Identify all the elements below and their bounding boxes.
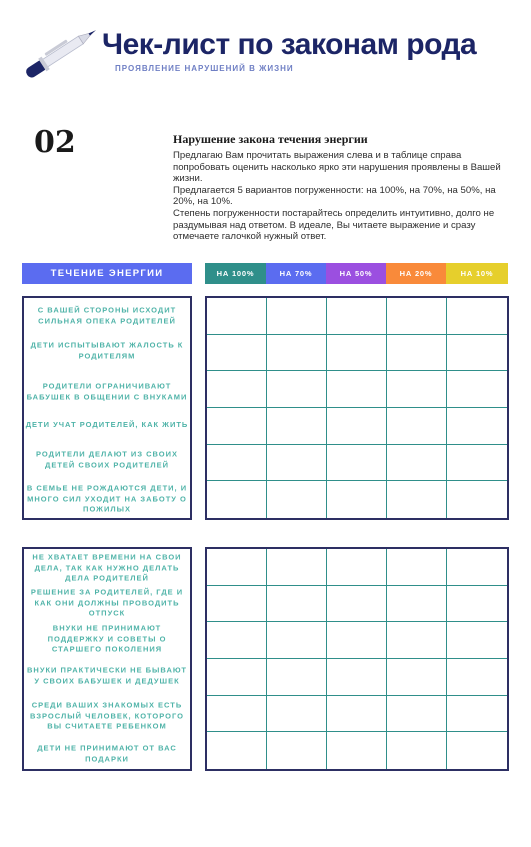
rating-cell[interactable] [267,408,327,445]
rating-cell[interactable] [267,732,327,769]
statement-item: ВНУКИ ПРАКТИЧЕСКИ НЕ БЫВАЮТ У СВОИХ БАБУШЕК И ДЕДУШЕК [26,665,187,685]
rating-cell[interactable] [267,659,327,696]
statement-item: ДЕТИ ИСПЫТЫВАЮТ ЖАЛОСТЬ К РОДИТЕЛЯМ [30,340,184,360]
rating-cell[interactable] [207,696,267,733]
rating-cell[interactable] [447,371,507,408]
rating-cell[interactable] [387,732,447,769]
rating-cell[interactable] [207,549,267,586]
rating-cell[interactable] [387,408,447,445]
pen-icon [18,20,108,82]
rating-cell[interactable] [447,732,507,769]
page-title: Чек-лист по законам рода [102,28,477,61]
rating-cell[interactable] [267,586,327,623]
rating-cell[interactable] [267,335,327,372]
rating-cell[interactable] [387,445,447,482]
rating-cell[interactable] [207,586,267,623]
column-header-70: НА 70% [266,263,326,284]
rating-cell[interactable] [207,622,267,659]
rating-cell[interactable] [327,696,387,733]
statement-item: ВНУКИ НЕ ПРИНИМАЮТ ПОДДЕРЖКУ И СОВЕТЫ О СТАРШЕГО ПОКОЛЕНИЯ [47,623,167,654]
rating-cell[interactable] [387,622,447,659]
rating-cell[interactable] [327,659,387,696]
statement-item: СРЕДИ ВАШИХ ЗНАКОМЫХ ЕСТЬ ВЗРОСЛЫЙ ЧЕЛОВЕК, КОТОРОГО ВЫ СЧИТАЕТЕ РЕБЕНКОМ [30,700,184,731]
section-number: 02 [34,125,76,160]
rating-cell[interactable] [207,659,267,696]
column-header-100: НА 100% [205,263,266,284]
category-header: ТЕЧЕНИЕ ЭНЕРГИИ [22,263,192,284]
rating-cell[interactable] [447,408,507,445]
rating-cell[interactable] [387,659,447,696]
section-description [173,150,513,243]
rating-grid-1 [205,296,509,520]
column-header-20: НА 20% [386,263,446,284]
rating-cell[interactable] [447,622,507,659]
rating-cell[interactable] [207,481,267,518]
rating-cell[interactable] [327,586,387,623]
rating-cell[interactable] [207,371,267,408]
rating-cell[interactable] [387,481,447,518]
statement-item: РОДИТЕЛИ ОГРАНИЧИВАЮТ БАБУШЕК В ОБЩЕНИИ С ВНУКАМИ [26,381,188,401]
rating-cell[interactable] [447,659,507,696]
statement-item: С ВАШЕЙ СТОРОНЫ ИСХОДИТ СИЛЬНАЯ ОПЕКА РОДИТЕЛЕЙ [37,305,177,325]
rating-cell[interactable] [387,696,447,733]
statement-item: В СЕМЬЕ НЕ РОЖДАЮТСЯ ДЕТИ, И МНОГО СИЛ УХОДИТ НА ЗАБОТУ О ПОЖИЛЫХ [26,483,188,514]
rating-cell[interactable] [207,298,267,335]
statement-item: ДЕТИ НЕ ПРИНИМАЮТ ОТ ВАС ПОДАРКИ [37,743,177,763]
rating-cell[interactable] [387,549,447,586]
statement-item: РОДИТЕЛИ ДЕЛАЮТ ИЗ СВОИХ ДЕТЕЙ СВОИХ РОДИТЕЛЕЙ [36,449,178,469]
rating-cell[interactable] [327,298,387,335]
rating-cell[interactable] [387,298,447,335]
rating-cell[interactable] [267,298,327,335]
rating-cell[interactable] [387,371,447,408]
rating-cell[interactable] [327,371,387,408]
rating-cell[interactable] [387,586,447,623]
rating-cell[interactable] [267,622,327,659]
rating-cell[interactable] [267,371,327,408]
rating-cell[interactable] [207,408,267,445]
rating-cell[interactable] [207,335,267,372]
rating-cell[interactable] [327,481,387,518]
statement-item: РЕШЕНИЕ ЗА РОДИТЕЛЕЙ, ГДЕ И КАК ОНИ ДОЛЖНЫ ПРОВОДИТЬ ОТПУСК [30,587,184,618]
rating-cell[interactable] [327,732,387,769]
rating-cell[interactable] [327,408,387,445]
rating-cell[interactable] [447,549,507,586]
rating-cell[interactable] [447,335,507,372]
statement-item: ДЕТИ УЧАТ РОДИТЕЛЕЙ, КАК ЖИТЬ [25,419,189,429]
column-header-50: НА 50% [326,263,386,284]
rating-cell[interactable] [267,549,327,586]
rating-cell[interactable] [207,445,267,482]
description-paragraph: Степень погруженности постарайтесь определить интуитивно, долго не раздумывая над ответом. В идеале, Вы читаете выражение и сразу отмечаете галочкой нужный ответ. [173,207,495,243]
statement-item: НЕ ХВАТАЕТ ВРЕМЕНИ НА СВОИ ДЕЛА, ТАК КАК НУЖНО ДЕЛАТЬ ДЕЛА РОДИТЕЛЕЙ [32,552,182,583]
rating-cell[interactable] [267,445,327,482]
section-heading: Нарушение закона течения энергии [173,132,368,146]
description-paragraph: Предлагаю Вам прочитать выражения слева и в таблице справа попробовать оценить насколько ярко эти нарушения проявлены в Вашей жизни. [173,150,501,185]
rating-cell[interactable] [387,335,447,372]
rating-cell[interactable] [447,481,507,518]
rating-cell[interactable] [327,549,387,586]
rating-cell[interactable] [207,732,267,769]
rating-cell[interactable] [327,335,387,372]
page-subtitle: ПРОЯВЛЕНИЕ НАРУШЕНИЙ В ЖИЗНИ [115,64,294,73]
column-header-10: НА 10% [446,263,508,284]
statements-group-1 [22,296,192,520]
rating-cell[interactable] [327,622,387,659]
rating-cell[interactable] [267,696,327,733]
rating-cell[interactable] [447,298,507,335]
rating-cell[interactable] [447,586,507,623]
description-paragraph: Предлагается 5 вариантов погруженности: на 100%, на 70%, на 50%, на 20%, на 10%. [173,184,496,208]
rating-grid-2 [205,547,509,771]
rating-cell[interactable] [327,445,387,482]
statements-group-2 [22,547,192,771]
rating-cell[interactable] [447,445,507,482]
rating-cell[interactable] [267,481,327,518]
rating-cell[interactable] [447,696,507,733]
